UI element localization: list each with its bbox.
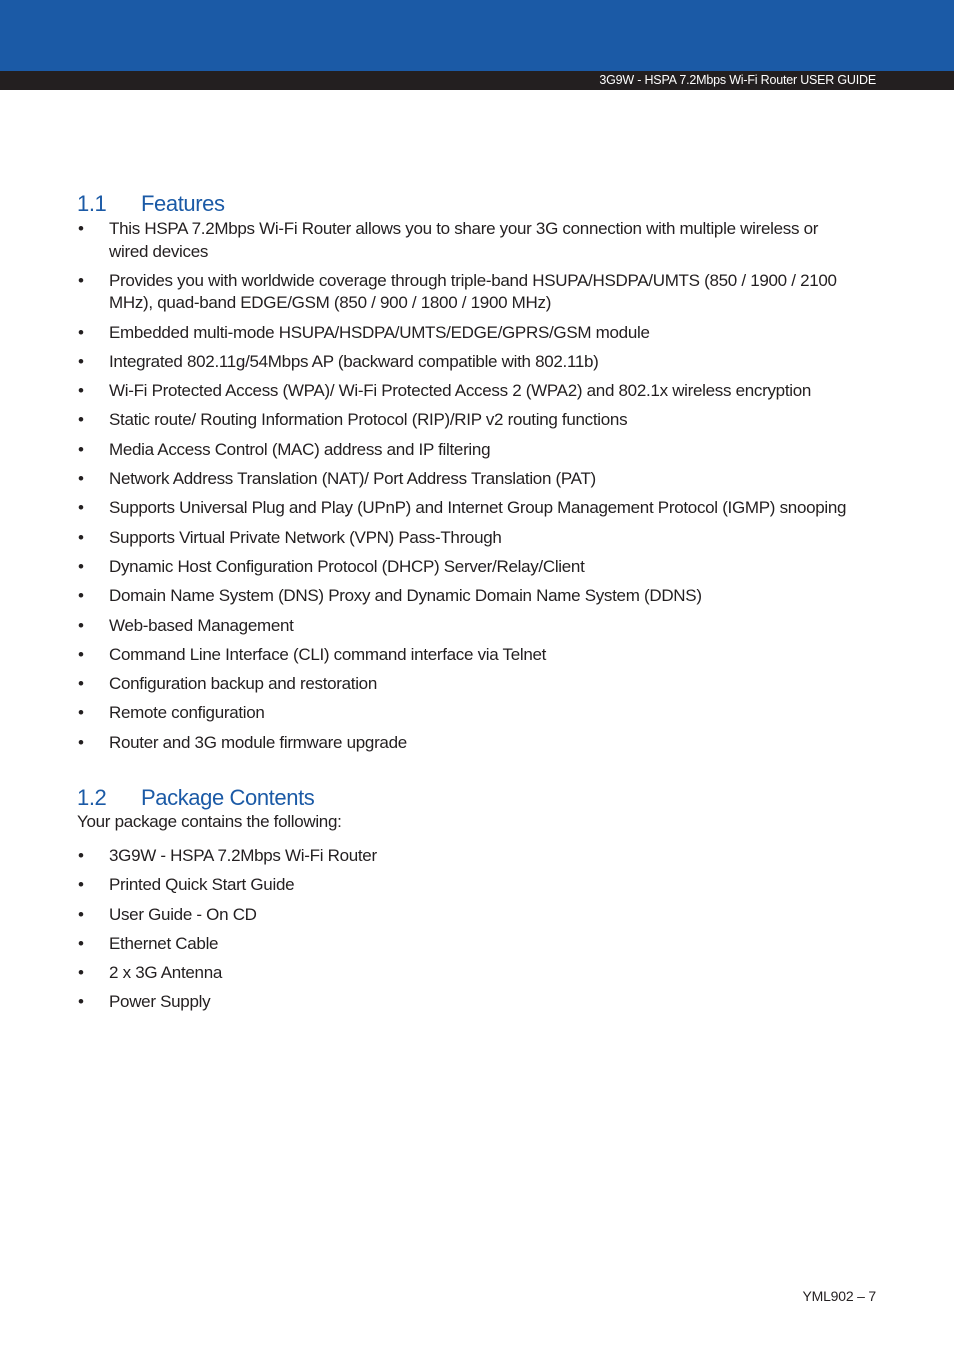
- list-item: • 2 x 3G Antenna: [77, 962, 857, 985]
- features-list: [77, 218, 857, 761]
- list-item: • Configuration backup and restoration: [77, 673, 857, 696]
- section-number: 1.2: [77, 785, 107, 810]
- list-item: • Dynamic Host Configuration Protocol (DHCP) Server/Relay/Client: [77, 556, 857, 579]
- section-heading-features: [77, 191, 225, 217]
- list-item: • This HSPA 7.2Mbps Wi-Fi Router allows you to share your 3G connection with multiple wireless or wired devices: [77, 218, 857, 263]
- list-item: • Network Address Translation (NAT)/ Port Address Translation (PAT): [77, 468, 857, 491]
- list-item: • Remote configuration: [77, 702, 857, 725]
- document-title: 3G9W - HSPA 7.2Mbps Wi-Fi Router USER GUIDE: [599, 73, 876, 87]
- list-item: • Web-based Management: [77, 615, 857, 638]
- list-item: • Domain Name System (DNS) Proxy and Dynamic Domain Name System (DDNS): [77, 585, 857, 608]
- list-item: • Media Access Control (MAC) address and IP filtering: [77, 439, 857, 462]
- section-number: 1.1: [77, 191, 107, 216]
- list-item: • Supports Virtual Private Network (VPN) Pass-Through: [77, 527, 857, 550]
- list-item: • Supports Universal Plug and Play (UPnP) and Internet Group Management Protocol (IGMP) snooping: [77, 497, 857, 520]
- header-color-band: [0, 0, 954, 71]
- list-item: • 3G9W - HSPA 7.2Mbps Wi-Fi Router: [77, 845, 857, 868]
- list-item: • Router and 3G module firmware upgrade: [77, 732, 857, 755]
- list-item: • Static route/ Routing Information Protocol (RIP)/RIP v2 routing functions: [77, 409, 857, 432]
- list-item: • Wi-Fi Protected Access (WPA)/ Wi-Fi Protected Access 2 (WPA2) and 802.1x wireless encryption: [77, 380, 857, 403]
- package-contents-list: [77, 845, 857, 1021]
- list-item: • Printed Quick Start Guide: [77, 874, 857, 897]
- list-item: • Ethernet Cable: [77, 933, 857, 956]
- page-number: YML902 – 7: [802, 1288, 876, 1304]
- list-item: • Integrated 802.11g/54Mbps AP (backward compatible with 802.11b): [77, 351, 857, 374]
- list-item: • Provides you with worldwide coverage through triple-band HSUPA/HSDPA/UMTS (850 / 1900 / 2100 MHz), quad-band EDGE/GSM (850 / 900 / 1800 / 1900 MHz): [77, 270, 857, 315]
- section-heading-package-contents: [77, 785, 314, 811]
- list-item: • User Guide - On CD: [77, 904, 857, 927]
- section-title: Features: [141, 191, 225, 216]
- package-intro: Your package contains the following:: [77, 812, 342, 831]
- list-item: • Command Line Interface (CLI) command interface via Telnet: [77, 644, 857, 667]
- list-item: • Embedded multi-mode HSUPA/HSDPA/UMTS/EDGE/GPRS/GSM module: [77, 322, 857, 345]
- section-title: Package Contents: [141, 785, 315, 810]
- list-item: • Power Supply: [77, 991, 857, 1014]
